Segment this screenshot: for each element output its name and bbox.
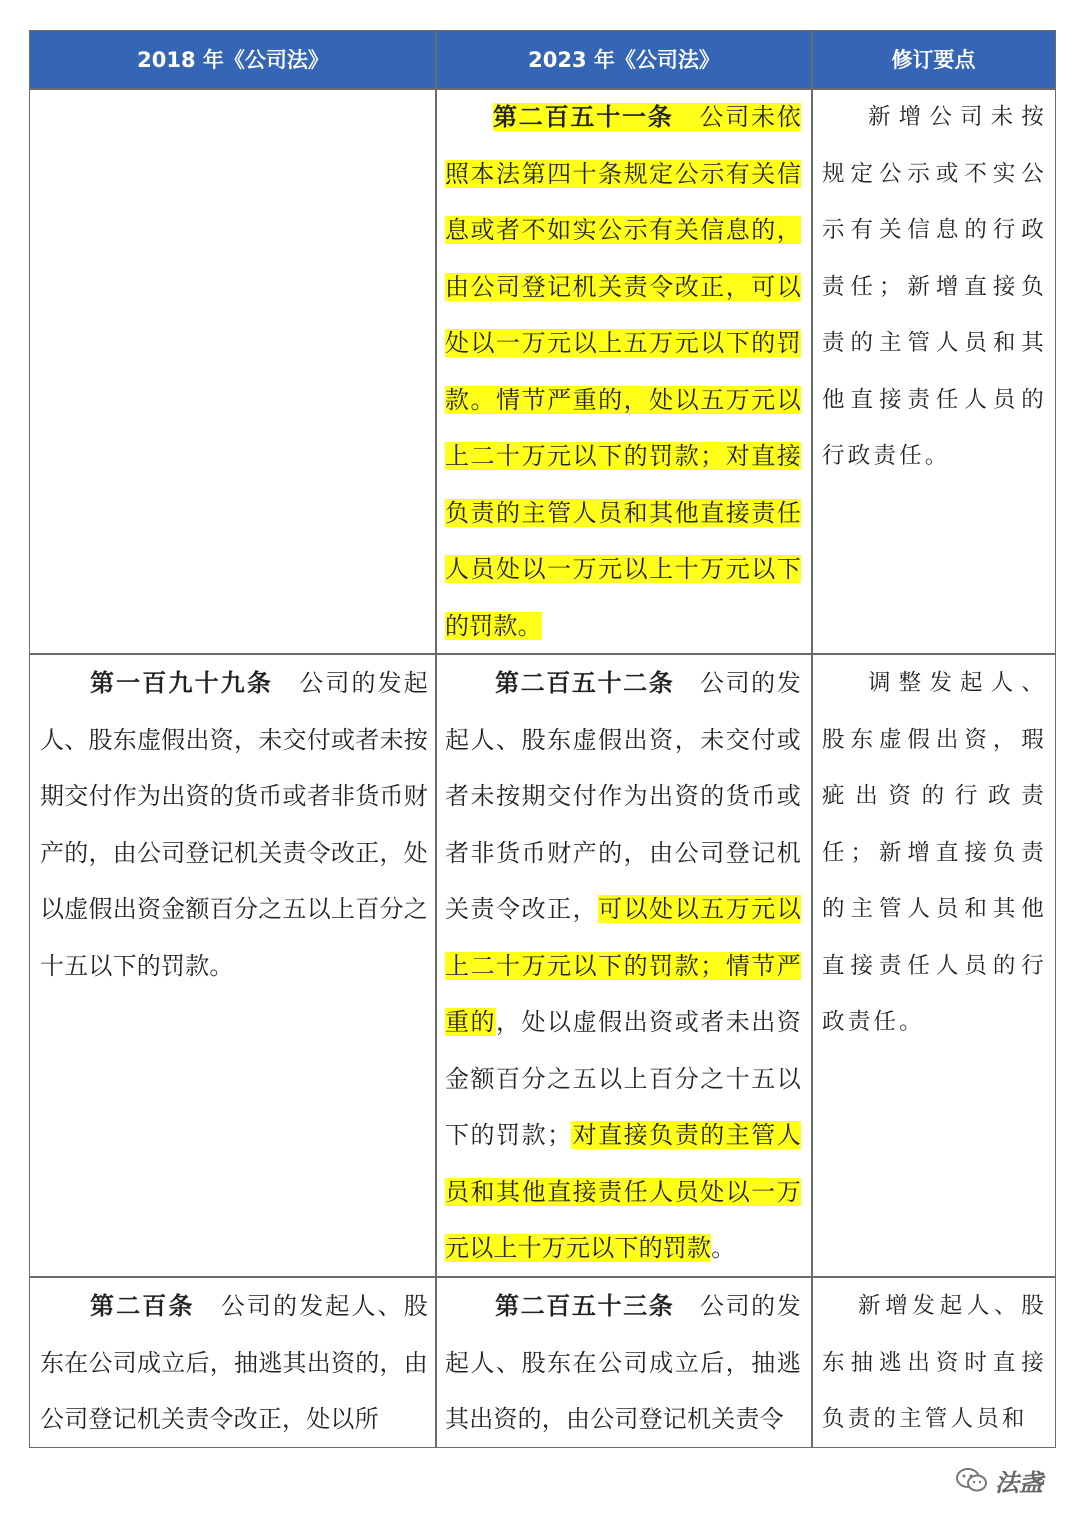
row1-new-body: 公司未依照本法第四十条规定公示有关信息或者不如实公示有关信息的，由公司登记机关责令改正，可以处以一万元以上五万元以下的罚款。情节严重的，处以五万元以上二十万元以下的罚款；对直接负责的主管人员和其他直接责任人员处以一万元以上十万元以下的罚款。	[445, 103, 801, 640]
row2-old-article: 第一百九十九条	[90, 668, 274, 697]
row1-new-article: 第二百五十一条	[493, 102, 674, 131]
row1-note: 新增公司未按规定公示或不实公示有关信息的行政责任；新增直接负责的主管人员和其他直接责任人员的行政责任。	[822, 104, 1047, 469]
row2-new-body-c: ，处以虚假出资或者未出资金额百分之五以上百分之十五以下的罚款；	[445, 1008, 801, 1149]
row2-new-text	[445, 655, 801, 1277]
row2-new-body-e: 。	[711, 1234, 736, 1262]
row2-new-article: 第二百五十二条	[495, 668, 675, 697]
comparison-table	[29, 30, 1056, 1448]
row3-old-text	[40, 1278, 428, 1448]
row2-new-highlight-2: 对直接负责的主管人员和其他直接责任人员处以一万元以上十万元以下的罚款	[445, 1121, 801, 1262]
row2-old-body: 公司的发起人、股东虚假出资，未交付或者未按期交付作为出资的货币或者非货币财产的，由公司登记机关责令改正，处以虚假出资金额百分之五以上百分之十五以下的罚款。	[40, 669, 428, 980]
row3-old-article: 第二百条	[90, 1291, 195, 1320]
column-divider	[811, 31, 813, 1447]
row2-old-text	[40, 655, 428, 994]
row2-note: 调整发起人、股东虚假出资，瑕疵出资的行政责任；新增直接负责的主管人员和其他直接责任人员的行政责任。	[822, 670, 1047, 1035]
header-notes: 修订要点	[891, 48, 976, 72]
row3-new-body: 公司的发起人、股东在公司成立后，抽逃其出资的，由公司登记机关责令	[445, 1292, 802, 1433]
row3-new-article: 第二百五十三条	[495, 1291, 675, 1320]
row1-new-text	[445, 89, 801, 654]
watermark	[955, 1462, 1043, 1498]
wechat-icon	[955, 1466, 989, 1494]
table-header	[30, 31, 1055, 89]
row2-new-highlight-1: 可以处以五万元以上二十万元以下的罚款；情节严重的	[445, 895, 801, 1036]
header-2018: 2018 年《公司法》	[137, 48, 329, 72]
row3-note: 新增发起人、股东抽逃出资时直接负责的主管人员和	[822, 1293, 1047, 1432]
column-divider	[435, 31, 437, 1447]
header-2023: 2023 年《公司法》	[528, 48, 720, 72]
brand-name: 法盏	[995, 1468, 1043, 1497]
row2-new-body-a: 公司的发起人、股东虚假出资，未交付或者未按期交付作为出资的货币或者非货币财产的，由公司登记机关责令改正，	[445, 669, 802, 923]
row3-new-text	[445, 1278, 801, 1448]
row3-old-body: 公司的发起人、股东在公司成立后，抽逃其出资的，由公司登记机关责令改正，处以所	[40, 1292, 428, 1433]
